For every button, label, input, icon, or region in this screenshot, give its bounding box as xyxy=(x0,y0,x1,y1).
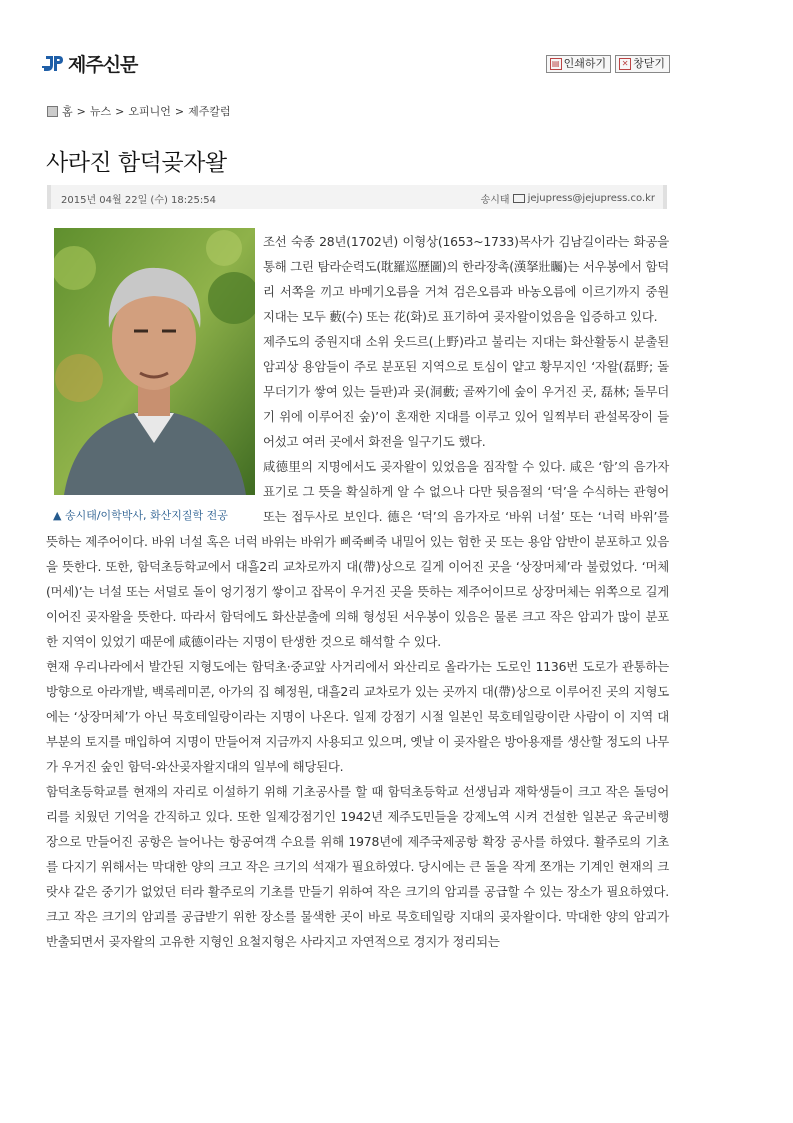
breadcrumb xyxy=(47,103,231,119)
photo-caption: ▲ 송시태/이학박사, 화산지질학 전공 xyxy=(53,509,228,522)
print-label: 인쇄하기 xyxy=(563,57,607,70)
article-paragraph: 현재 우리나라에서 발간된 지형도에는 함덕초·중교앞 사거리에서 와산리로 올라가는 도로인 1136번 도로가 관통하는 방향으로 아라개발, 백록레미콘, 아가의 집 혜정원, 대흘2리 교차로가 있는 곳까지 대(帶)상으로 이루어진 곳의 지형도에는 ‘상장머체’가 아닌 묵호테일랑이라는 지명이 나온다. 일제 강점기 시절 일본인 묵호테일랑이란 사람이 이 지역 대부분의 토지를 매입하여 지명이 만들어져 지금까지 사용되고 있으며, 옛날 이 곶자왈은 방아용재를 생산할 정도의 나무가 우거진 숲인 함덕-와산곶자왈지대의 일부에 해당된다. xyxy=(46,659,669,774)
close-icon: ✕ xyxy=(619,58,631,70)
photo-spacer xyxy=(46,229,263,529)
home-icon xyxy=(47,106,58,117)
close-label: 창닫기 xyxy=(633,57,665,70)
logo-text: 제주신문 xyxy=(68,54,138,76)
article-paragraph: 조선 숙종 28년(1702년) 이형상(1653~1733)목사가 김남길이라는 화공을 통해 그린 탐라순력도(耽羅巡歷圖)의 한라장촉(漢拏壯矚)는 서우봉에서 함덕리 서쪽을 끼고 바메기오름을 거쳐 검은오름과 바농오름에 이르기까지 중원지대는 모두 藪(수) 또는 花(화)로 표기하여 곶자왈이었음을 입증하고 있다. xyxy=(263,234,669,324)
article-title: 사라진 함덕곶자왈 xyxy=(46,150,227,176)
close-window-button[interactable] xyxy=(615,55,670,73)
article-date: 2015년 04월 22일 (수) 18:25:54 xyxy=(61,195,216,206)
toolbar xyxy=(546,55,670,73)
author-name: 송시태 xyxy=(480,195,510,206)
author-email[interactable]: jejupress@jejupress.co.kr xyxy=(527,193,655,204)
print-icon: ▤ xyxy=(550,58,562,70)
article-byline xyxy=(481,191,655,206)
article-meta xyxy=(47,185,667,209)
print-button[interactable] xyxy=(546,55,612,73)
breadcrumb-column[interactable]: 제주칼럼 xyxy=(188,105,231,118)
breadcrumb-home[interactable]: 홈 xyxy=(62,105,73,118)
breadcrumb-separator: > xyxy=(174,104,185,118)
site-logo[interactable] xyxy=(42,50,137,77)
article-body xyxy=(46,229,669,954)
breadcrumb-news[interactable]: 뉴스 xyxy=(89,105,112,118)
mail-icon[interactable] xyxy=(513,194,525,203)
article-paragraph: 咸德里의 지명에서도 곶자왈이 있었음을 짐작할 수 있다. 咸은 ‘함’의 음가자 표기로 그 뜻을 확실하게 알 수 없으나 다만 뒷음절의 ‘덕’을 수식하는 관형어 또는 접두사로 보인다. 德은 ‘덕’의 음가자로 ‘바위 너설’ 또는 ‘너럭 바위’를 뜻하는 제주어이다. 바위 너설 혹은 너럭 바위는 바위가 삐죽삐죽 내밀어 있는 험한 곳 또는 용암 암반이 분포하고 있음을 뜻한다. 또한, 함덕초등학교에서 대흘2리 교차로까지 대(帶)상으로 길게 이어진 곳을 ‘상장머체’라 불렀었다. ‘머체(머세)’는 너설 또는 서덜로 돌이 엉기정기 쌓이고 잡목이 우거진 곳을 뜻하는 제주어이므로 상장머체는 위쪽으로 길게 이어진 곶자왈을 뜻한다. 따라서 함덕에도 화산분출에 의해 형성된 서우봉이 있음은 물론 크고 작은 암괴가 많이 분포한 지역이 있었기 때문에 咸德이라는 지명이 탄생한 것으로 해석할 수 있다. xyxy=(46,459,669,649)
breadcrumb-opinion[interactable]: 오피니언 xyxy=(128,105,171,118)
article-paragraph: 제주도의 중원지대 소위 웃드르(上野)라고 불리는 지대는 화산활동시 분출된 암괴상 용암들이 주로 분포된 지역으로 토심이 얕고 황무지인 ‘자왈(磊野; 돌무더기가 쌓여 있는 들판)과 곶(洞藪; 골짜기에 숲이 우거진 곳, 磊林; 돌무더기 위에 이루어진 숲)’이 혼재한 지대를 이루고 있어 일찍부터 관설목장이 들어섰고 여러 곳에서 화전을 일구기도 했다. xyxy=(263,334,669,449)
site-header xyxy=(42,50,672,78)
article-paragraph: 함덕초등학교를 현재의 자리로 이설하기 위해 기초공사를 할 때 함덕초등학교 선생님과 재학생들이 크고 작은 돌덩어리를 치웠던 기억을 간직하고 있다. 또한 일제강점기인 1942년 제주도민들을 강제노역 시켜 건설한 일본군 육군비행장으로 만들어진 공항은 늘어나는 항공여객 수요를 위해 1978년에 제주국제공항 확장 공사를 하였다. 활주로의 기초를 다지기 위해서는 막대한 양의 크고 작은 크기의 석재가 필요하였다. 당시에는 큰 돌을 작게 쪼개는 기계인 현재의 크랏샤 같은 중기가 없었던 터라 활주로의 기초를 만들기 위하여 작은 크기의 암괴를 공급할 수 있는 장소가 필요하였다. 크고 작은 크기의 암괴를 공급받기 위한 장소를 물색한 곳이 바로 묵호테일랑 지대의 곶자왈이다. 막대한 양의 암괴가 반출되면서 곶자왈의 고유한 지형인 요철지형은 사라지고 자연적으로 경지가 정리되는 xyxy=(46,784,669,949)
breadcrumb-separator: > xyxy=(115,104,125,118)
jp-logo-icon xyxy=(42,54,64,74)
breadcrumb-separator: > xyxy=(76,104,86,118)
